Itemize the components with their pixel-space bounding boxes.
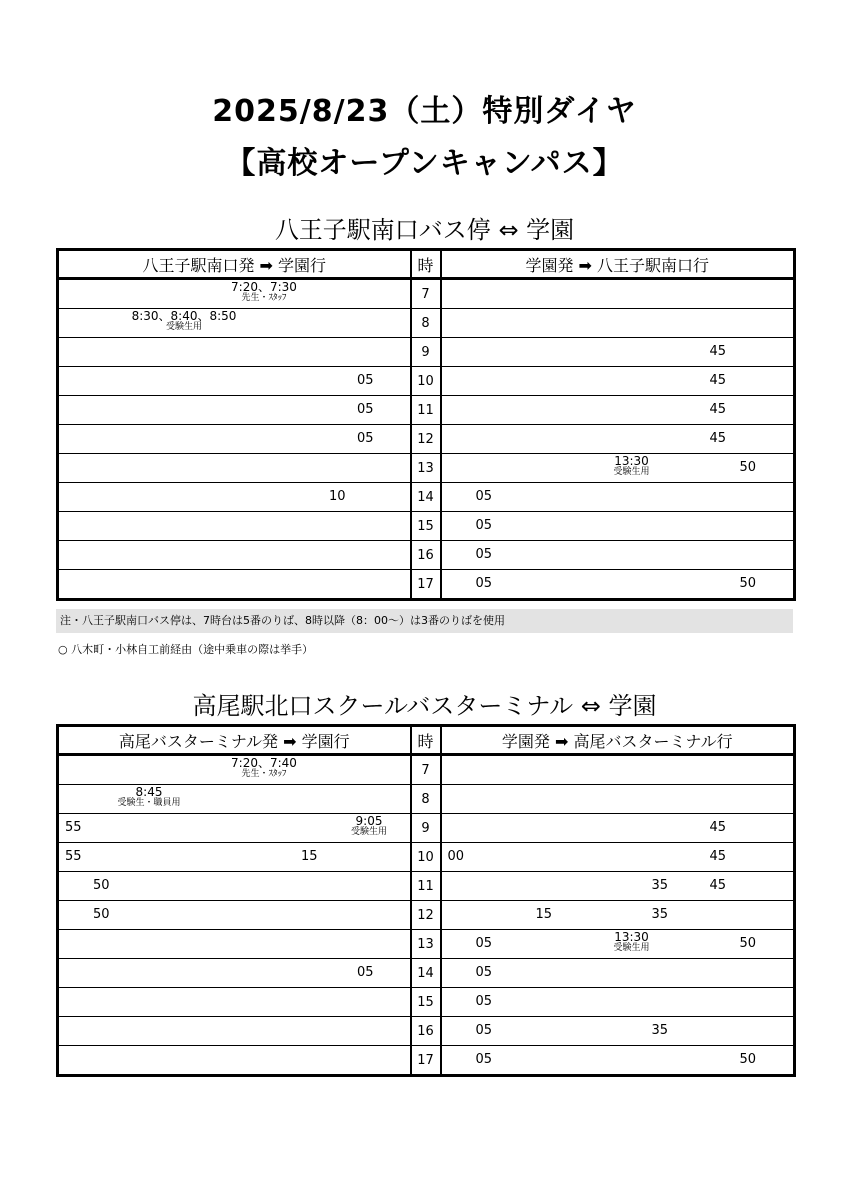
- hour-cell: 17: [411, 1046, 441, 1076]
- departure-minute: 05: [357, 402, 374, 417]
- hour-cell: 10: [411, 367, 441, 396]
- table-row: [58, 785, 795, 814]
- departure-minute: 05: [357, 373, 374, 388]
- hour-cell: 12: [411, 425, 441, 454]
- table-row: [58, 872, 795, 901]
- departure-minute: 45: [709, 402, 727, 417]
- table-row: [58, 483, 795, 512]
- hour-cell: 14: [411, 959, 441, 988]
- departure-minute: 05: [475, 547, 493, 562]
- hour-cell: 17: [411, 570, 441, 600]
- departure-times: 8:45: [135, 785, 163, 799]
- section1-title: 八王子駅南口バス停 ⇔ 学園: [274, 216, 575, 244]
- table-row: [58, 959, 795, 988]
- table-row: [58, 425, 795, 454]
- departure-times: 9:05: [355, 814, 383, 828]
- departure-note: 受験生用: [350, 827, 387, 837]
- departure-note: 受験生用: [613, 943, 650, 953]
- hour-cell: 15: [411, 988, 441, 1017]
- table-row: [58, 454, 795, 483]
- section1-left-header: 八王子駅南口発 ➡ 学園行: [58, 250, 411, 279]
- departure-minute: 50: [739, 936, 757, 951]
- table-row: [58, 1046, 795, 1076]
- departure-times: 7:20、7:30: [231, 280, 297, 294]
- departure-times: 8:30、8:40、8:50: [131, 309, 237, 323]
- hour-cell: 16: [411, 541, 441, 570]
- hour-cell: 9: [411, 338, 441, 367]
- hour-cell: 8: [411, 309, 441, 338]
- table-row: [58, 570, 795, 600]
- page-title-event: 【高校オープンキャンパス】: [225, 146, 624, 181]
- departure-minute: 05: [475, 965, 493, 980]
- table-row: [58, 279, 795, 309]
- table-row: [58, 930, 795, 959]
- bus-stop-note: 注・八王子駅南口バス停は、7時台は5番のりば、8時以降（8：00～）は3番のりばを使用: [56, 609, 793, 633]
- hour-cell: 15: [411, 512, 441, 541]
- table-row: [58, 755, 795, 785]
- hour-cell: 16: [411, 1017, 441, 1046]
- departure-minute: 45: [709, 878, 727, 893]
- departure-note: 先生・ｽﾀｯﾌ: [241, 293, 287, 303]
- departure-note: 先生・ｽﾀｯﾌ: [241, 769, 287, 779]
- departure-minute: 05: [475, 518, 493, 533]
- departure-minute: 05: [357, 965, 374, 980]
- section1-hour-header: 時: [411, 250, 441, 279]
- table-row: [58, 814, 795, 843]
- departure-times: 13:30: [614, 930, 649, 944]
- table-row: [58, 396, 795, 425]
- table-row: [58, 901, 795, 930]
- departure-minute: 00: [447, 849, 465, 864]
- departure-minute: 10: [329, 489, 346, 504]
- departure-note: 受験生・職員用: [117, 798, 181, 808]
- departure-minute: 05: [475, 1023, 493, 1038]
- table-row: [58, 309, 795, 338]
- departure-minute: 05: [357, 431, 374, 446]
- section1-right-header: 学園発 ➡ 八王子駅南口行: [441, 250, 795, 279]
- departure-minute: 50: [739, 576, 757, 591]
- departure-minute: 45: [709, 431, 727, 446]
- departure-times: 7:20、7:40: [231, 756, 297, 770]
- departure-minute: 45: [709, 373, 727, 388]
- table-row: [58, 843, 795, 872]
- departure-minute: 35: [651, 1023, 669, 1038]
- departure-minute: 05: [475, 936, 493, 951]
- table-row: [58, 1017, 795, 1046]
- table-row: [58, 988, 795, 1017]
- page-title-date: 2025/8/23（土）特別ダイヤ: [212, 94, 637, 129]
- departure-minute: 45: [709, 849, 727, 864]
- departure-minute: 50: [739, 460, 757, 475]
- hour-cell: 13: [411, 930, 441, 959]
- hour-cell: 11: [411, 396, 441, 425]
- departure-minute: 35: [651, 878, 669, 893]
- departure-minute: 50: [93, 878, 110, 893]
- departure-minute: 05: [475, 994, 493, 1009]
- departure-minute: 05: [475, 576, 493, 591]
- hour-cell: 7: [411, 279, 441, 309]
- table-row: [58, 367, 795, 396]
- departure-minute: 15: [535, 907, 553, 922]
- section2-timetable: [56, 724, 796, 1077]
- section2-title: 高尾駅北口スクールバスターミナル ⇔ 学園: [192, 692, 657, 720]
- departure-minute: 05: [475, 1052, 493, 1067]
- hour-cell: 10: [411, 843, 441, 872]
- table-row: [58, 338, 795, 367]
- departure-minute: 50: [93, 907, 110, 922]
- hour-cell: 7: [411, 755, 441, 785]
- departure-times: 13:30: [614, 454, 649, 468]
- route-note: ○ 八木町・小林自工前経由（途中乗車の際は挙手）: [58, 643, 314, 656]
- departure-minute: 35: [651, 907, 669, 922]
- departure-minute: 45: [709, 344, 727, 359]
- departure-minute: 55: [65, 820, 82, 835]
- departure-minute: 05: [475, 489, 493, 504]
- section2-hour-header: 時: [411, 726, 441, 755]
- section2-right-header: 学園発 ➡ 高尾バスターミナル行: [441, 726, 795, 755]
- section1-timetable: [56, 248, 796, 601]
- hour-cell: 11: [411, 872, 441, 901]
- departure-minute: 15: [301, 849, 318, 864]
- hour-cell: 14: [411, 483, 441, 512]
- section2-left-header: 高尾バスターミナル発 ➡ 学園行: [58, 726, 411, 755]
- hour-cell: 12: [411, 901, 441, 930]
- hour-cell: 13: [411, 454, 441, 483]
- hour-cell: 8: [411, 785, 441, 814]
- departure-note: 受験生用: [613, 467, 650, 477]
- hour-cell: 9: [411, 814, 441, 843]
- departure-minute: 55: [65, 849, 82, 864]
- departure-note: 受験生用: [165, 322, 202, 332]
- departure-minute: 45: [709, 820, 727, 835]
- table-row: [58, 541, 795, 570]
- departure-minute: 50: [739, 1052, 757, 1067]
- table-row: [58, 512, 795, 541]
